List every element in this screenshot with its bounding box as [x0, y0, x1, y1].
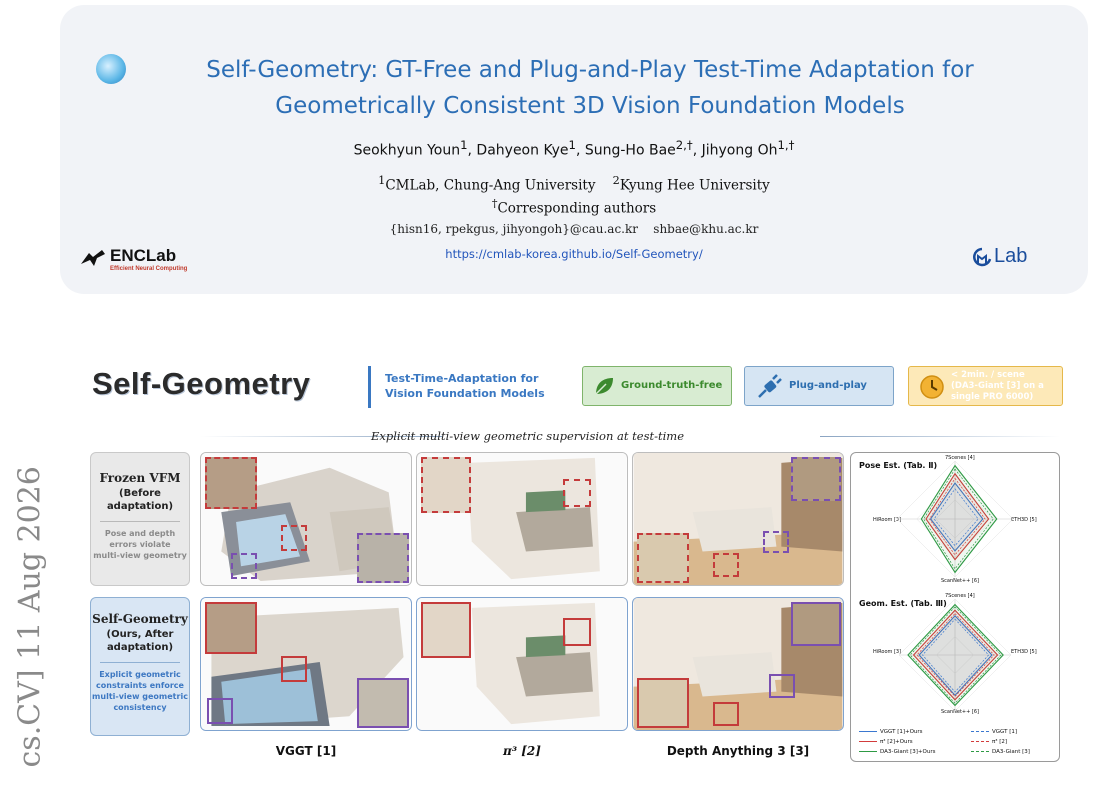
zoom-inset: [791, 602, 841, 646]
figure-subtitle-line-1: Test-Time-Adaptation for: [385, 372, 539, 385]
arxiv-margin-stamp: cs.CV] 11 Aug 2026: [12, 466, 48, 768]
paper-title-line-1: Self-Geometry: GT-Free and Plug-and-Play Test-Time Adaptation for: [206, 57, 974, 83]
plug-icon: [757, 373, 783, 399]
corresponding-note: Corresponding authors: [497, 200, 657, 216]
row-label-frozen: [90, 452, 190, 586]
vggt-before-panel: [200, 452, 412, 586]
column-label-da3: Depth Anything 3 [3]: [666, 744, 810, 758]
email-cau: {hisn16, rpekgus, jihyongoh}@cau.ac.kr: [389, 222, 639, 236]
row-label-self-desc: consistency: [113, 703, 167, 712]
legend-swatch: [859, 731, 877, 732]
row-label-frozen-desc: errors violate: [109, 540, 171, 549]
row-label-self-desc: multi-view geometric: [92, 692, 188, 701]
caption-rule-right: [820, 436, 1060, 437]
da3-before-panel: [632, 452, 844, 586]
zoom-region: [207, 698, 233, 724]
badge-runtime-line-2: (DA3-Giant [3] on a: [951, 381, 1044, 391]
radar-axis-label: 7Scenes [4]: [945, 455, 975, 461]
da3-after-panel: [632, 597, 844, 731]
clock-icon: [919, 374, 945, 400]
legend-swatch: [971, 751, 989, 752]
author-list: Seokhyun Youn$^1$, Dahyeon Kye$^1$, Sung-Ho Bae$^{2,\dagger}$, Jihyong $Oh^{1,\dagger}$: [353, 138, 795, 159]
paper-title-line-2: Geometrically Consistent 3D Vision Foundation Models: [275, 93, 905, 119]
legend-label: DA3-Giant [3]+Ours: [880, 749, 936, 755]
row-label-frozen-sub-2: adaptation): [106, 501, 174, 512]
project-url-link[interactable]: https://cmlab-korea.github.io/Self-Geometry/: [445, 247, 703, 261]
legend-label: VGGT [1]+Ours: [880, 729, 923, 735]
zoom-region: [713, 553, 739, 577]
row-label-frozen-title: Frozen VFM: [99, 471, 181, 485]
zoom-region: [231, 553, 257, 579]
zoom-inset: [637, 678, 689, 728]
column-label-pi3: π³ [2]: [503, 744, 541, 758]
row-label-self-title: Self-Geometry: [92, 612, 188, 626]
affiliation-2: Kyung Hee University: [619, 177, 770, 194]
radar-axis-label: ScanNet++ [6]: [941, 578, 979, 584]
legend-entry: [859, 749, 935, 755]
zoom-region: [563, 618, 591, 646]
zoom-region: [563, 479, 591, 507]
email-khu: shbae@khu.ac.kr: [653, 222, 759, 236]
row-label-self-sub-2: adaptation): [106, 642, 174, 653]
legend-entry: [971, 749, 1030, 755]
radar-axis-label: HiRoom [3]: [873, 649, 902, 655]
badge-gt-free: [582, 366, 732, 406]
zoom-inset: [421, 457, 471, 513]
radar-axis-label: ScanNet++ [6]: [941, 709, 979, 715]
badge-runtime-line-1: < 2min. / scene: [951, 370, 1025, 380]
author-name: Seokhyun Youn: [353, 142, 461, 159]
row-label-self-desc: constraints enforce: [96, 681, 184, 690]
legend-entry: [971, 739, 1007, 745]
row-label-frozen-desc: Pose and depth: [104, 529, 176, 538]
figure-title-divider: [368, 366, 371, 408]
email-list: [60, 222, 1088, 236]
zoom-inset: [357, 678, 409, 728]
pi3-after-panel: [416, 597, 628, 731]
zoom-inset: [791, 457, 841, 501]
zoom-region: [769, 674, 795, 698]
legend-label: DA3-Giant [3]: [992, 749, 1030, 755]
legend-swatch: [971, 741, 989, 742]
legend-label: VGGT [1]: [992, 729, 1017, 735]
radar-axis-label: ETH3D [5]: [1011, 517, 1037, 523]
legend-swatch: [971, 731, 989, 732]
zoom-region: [281, 656, 307, 682]
legend-entry: [859, 729, 923, 735]
paper-title: [90, 52, 1090, 124]
row-label-self-sub-1: (Ours, After: [106, 629, 174, 640]
bird-icon: [80, 248, 106, 268]
legend-swatch: [859, 751, 877, 752]
zoom-region: [713, 702, 739, 726]
legend-label: π³ [2]: [992, 739, 1008, 745]
row-label-self-geometry: [90, 597, 190, 736]
figure-caption: Explicit multi-view geometric supervision at test-time: [370, 429, 685, 443]
zoom-inset: [637, 533, 689, 583]
row-label-self-desc: Explicit geometric: [99, 670, 181, 679]
badge-gt-free-label: Ground-truth-free: [621, 380, 723, 391]
author-name: Dahyeon Kye: [476, 142, 569, 159]
row-label-frozen-sub-1: (Before: [119, 488, 161, 499]
figure-subtitle-line-2: Vision Foundation Models: [385, 387, 545, 400]
radar-axis-label: 7Scenes [4]: [945, 593, 975, 599]
author-affil: 1: [460, 138, 468, 152]
badge-runtime: [908, 366, 1063, 406]
figure-subtitle: [385, 371, 545, 401]
radar-plots: [851, 453, 1059, 723]
legend-entry: [859, 739, 913, 745]
enclab-logo-subtext: Efficient Neural Computing: [110, 266, 188, 272]
zoom-inset: [357, 533, 409, 583]
affiliations: $^1$CMLab, Chung-Ang University $^2$Kyung Hee University †Corresponding authors: [378, 174, 770, 216]
zoom-region: [763, 531, 789, 553]
cmlab-logo-text: Lab: [994, 245, 1028, 267]
zoom-region: [281, 525, 307, 551]
badge-plug-and-play: [744, 366, 894, 406]
author-affil: 1: [568, 138, 576, 152]
author-affil: 1,†: [777, 138, 795, 152]
affiliation-1: CMLab, Chung-Ang University: [385, 177, 596, 194]
vggt-after-panel: [200, 597, 412, 731]
figure-method-name: Self-Geometry: [92, 366, 311, 401]
radar-axis-label: HiRoom [3]: [873, 517, 902, 523]
author-name: Jihyong Oh: [701, 142, 778, 159]
enclab-logo: [80, 244, 240, 278]
legend-swatch: [859, 741, 877, 742]
leaf-icon: [593, 375, 615, 397]
zoom-inset: [205, 602, 257, 654]
radar-title-pose: Pose Est. (Tab. Ⅱ): [859, 461, 938, 470]
radar-axis-label: ETH3D [5]: [1011, 649, 1037, 655]
enclab-logo-text: ENCLab: [110, 246, 177, 265]
zoom-inset: [421, 602, 471, 658]
cmlab-logo: [972, 245, 1062, 277]
author-name: Sung-Ho Bae: [584, 142, 676, 159]
zoom-inset: [205, 457, 257, 509]
badge-runtime-line-3: single PRO 6000): [951, 392, 1034, 402]
pi3-before-panel: [416, 452, 628, 586]
radar-title-geom: Geom. Est. (Tab. Ⅲ): [859, 599, 947, 608]
legend-label: π³ [2]+Ours: [880, 739, 913, 745]
badge-plug-and-play-label: Plug-and-play: [789, 380, 867, 391]
radar-chart-panel: [850, 452, 1060, 762]
cm-mark-icon: [972, 247, 992, 269]
legend-entry: [971, 729, 1017, 735]
column-label-vggt: VGGT [1]: [275, 744, 337, 758]
row-label-frozen-desc: multi-view geometry: [93, 551, 187, 560]
author-affil: 2,†: [675, 138, 693, 152]
